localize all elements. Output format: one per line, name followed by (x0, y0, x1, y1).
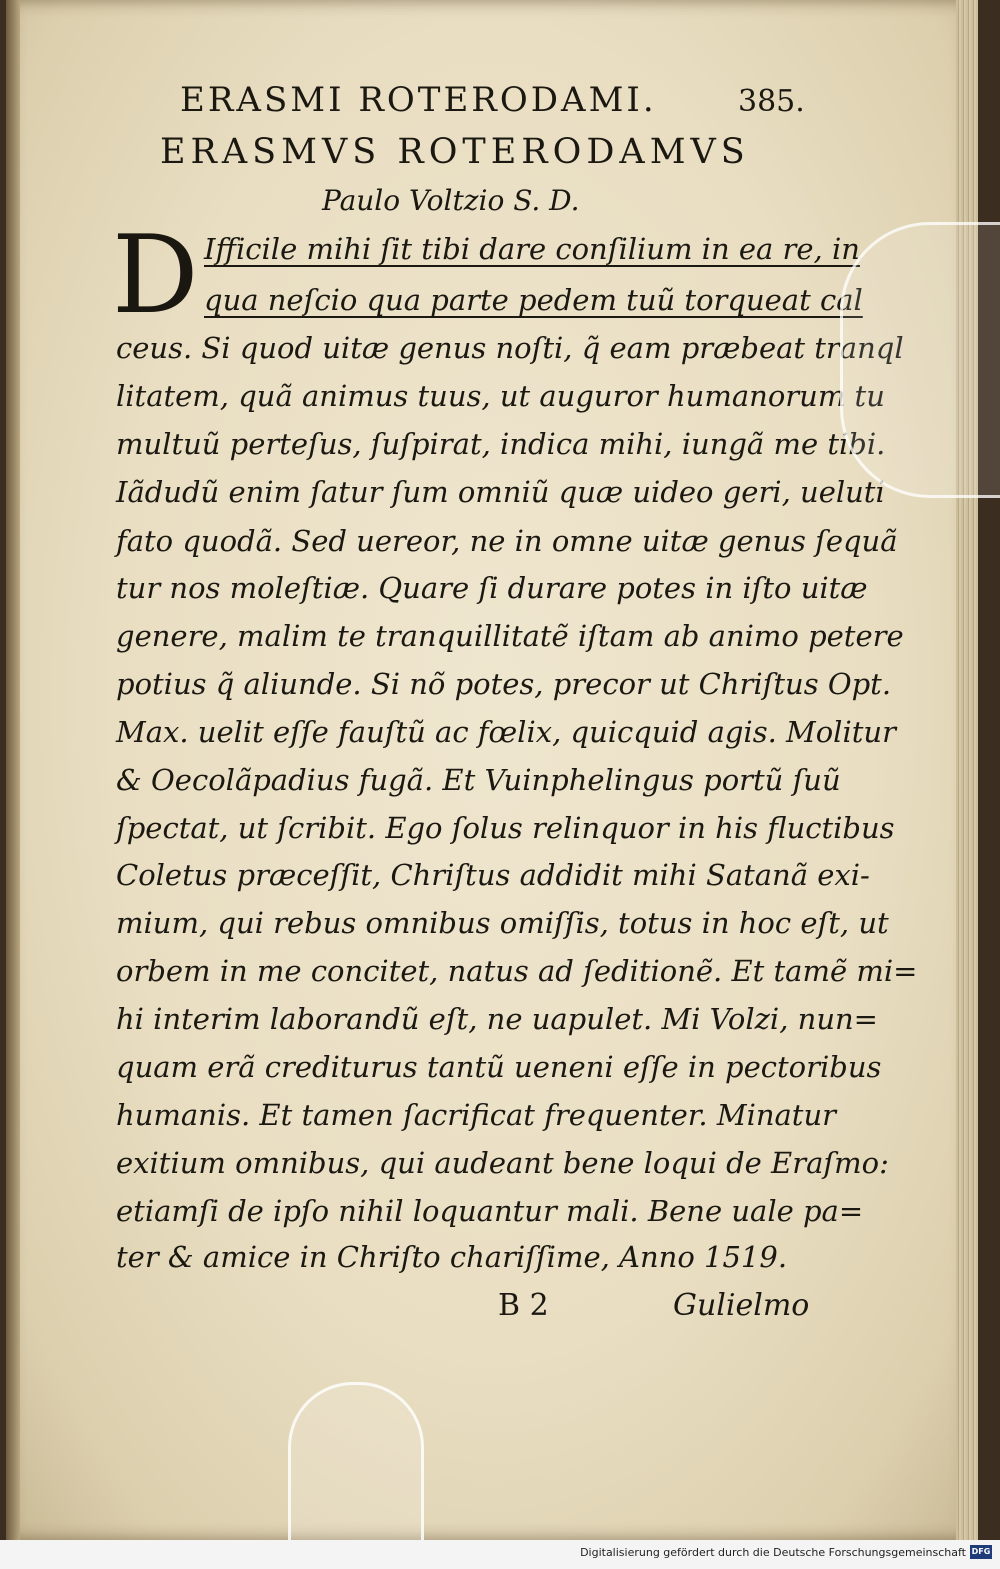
page-clip-holder (288, 1382, 424, 1555)
drop-cap: D (112, 213, 199, 338)
signature-mark: B 2 (498, 1288, 549, 1323)
body-line: orbem in me concitet, natus ad ſeditionẽ. Et tamẽ mi= (116, 954, 918, 988)
running-head: ERASMI ROTERODAMI. (180, 80, 657, 120)
body-line: mium, qui rebus omnibus omiſſis, totus in hoc eſt, ut (116, 906, 889, 940)
body-line: tur nos moleſtiæ. Quare ſi durare potes in iſto uitæ (116, 571, 868, 605)
body-line: hi interim laborandũ eſt, ne uapulet. Mi Volzi, nun= (116, 1002, 878, 1036)
body-line: ter & amice in Chriſto chariſſime, Anno 1519. (116, 1240, 788, 1274)
body-line: ſpectat, ut ſcribit. Ego ſolus relinquor in his fluctibus (116, 811, 895, 845)
body-line: potius q̃ aliunde. Si nõ potes, precor ut Chriſtus Opt. (116, 667, 892, 701)
body-line: Coletus præceſſit, Chriſtus addidit mihi Satanã exi- (116, 858, 870, 892)
body-line: etiamſi de ipſo nihil loquantur mali. Bene uale pa= (116, 1194, 864, 1228)
body-line: qua neſcio qua parte pedem tuũ torqueat cal (204, 283, 863, 317)
body-line: Ifficile mihi ſit tibi dare conſilium in ea re, in (204, 232, 860, 266)
page-gutter (6, 0, 20, 1540)
body-line: multuũ perteſus, ſuſpirat, indica mihi, iungã me tibi. (116, 427, 886, 461)
body-line: genere, malim te tranquillitatẽ iſtam ab animo petere (116, 619, 904, 653)
footer-credit: Digitalisierung gefördert durch die Deutsche Forschungsgemeinschaft (580, 1546, 966, 1559)
body-line: litatem, quã animus tuus, ut auguror humanorum tu (116, 379, 885, 413)
body-line: Max. uelit eſſe fauſtũ ac fœlix, quicquid agis. Molitur (116, 715, 896, 749)
page-number: 385. (738, 84, 805, 119)
letter-recipient-heading: Paulo Voltzio S. D. (322, 184, 580, 217)
body-line: humanis. Et tamen ſacrificat frequenter. Minatur (116, 1098, 837, 1132)
dfg-logo-icon: DFG (970, 1545, 992, 1559)
page-clip-holder (840, 222, 1000, 498)
letter-author-heading: ERASMVS ROTERODAMVS (160, 132, 750, 172)
body-line: Iãdudũ enim ſatur ſum omniũ quæ uideo geri, ueluti (116, 475, 885, 509)
body-line: ceus. Si quod uitæ genus noſti, q̃ eam præbeat tranql (116, 331, 904, 365)
body-line: fato quodã. Sed uereor, ne in omne uitæ genus ſequã (116, 524, 898, 558)
body-line: quam erã crediturus tantũ ueneni eſſe in pectoribus (116, 1050, 882, 1084)
body-line: exitium omnibus, qui audeant bene loqui de Eraſmo: (116, 1146, 889, 1180)
body-line: & Oecolãpadius fugã. Et Vuinphelingus portũ ſuũ (116, 763, 841, 797)
catchword: Gulielmo (673, 1288, 810, 1323)
